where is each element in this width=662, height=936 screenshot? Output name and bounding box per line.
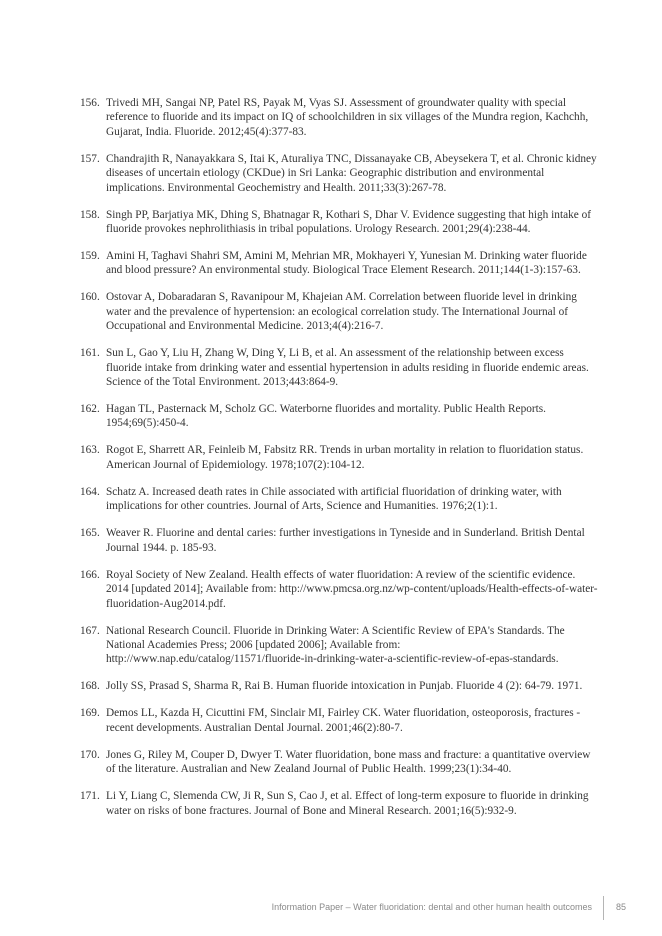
reference-text: Demos LL, Kazda H, Cicuttini FM, Sinclair MI, Fairley CK. Water fluoridation, osteoporosis, fractures - recent developments. Australian Dental Journal. 2001;46(2):80-7. xyxy=(106,707,581,734)
reference-text: Chandrajith R, Nanayakkara S, Itai K, Aturaliya TNC, Dissanayake CB, Abeysekera T, et al. Chronic kidney diseases of uncertain etiology (CKDue) in Sri Lanka: Geographic distribution and environmental implications. Environmental Geochemistry and Health. 2011;33(3):267-78. xyxy=(106,152,597,194)
reference-item xyxy=(80,748,600,777)
reference-number: 171. xyxy=(80,790,100,803)
reference-text: Sun L, Gao Y, Liu H, Zhang W, Ding Y, Li B, et al. An assessment of the relationship between excess fluoride intake from drinking water and essential hypertension in adults residing in fluoride endemic areas. Science of the Total Environment. 2013;443:864-9. xyxy=(106,347,589,389)
reference-item xyxy=(80,624,600,667)
reference-item xyxy=(80,443,600,472)
footer-divider xyxy=(603,896,604,920)
reference-text: Jones G, Riley M, Couper D, Dwyer T. Water fluoridation, bone mass and fracture: a quantitative overview of the literature. Australian and New Zealand Journal of Public Health. 1999;23(1):34-40. xyxy=(106,748,591,776)
reference-item xyxy=(80,526,600,555)
reference-list xyxy=(80,96,600,831)
reference-text: Amini H, Taghavi Shahri SM, Amini M, Mehrian MR, Mokhayeri Y, Yunesian M. Drinking water fluoride and blood pressure? An environmental study. Biological Trace Element Research. 2011;144(1-3):157-63. xyxy=(106,250,587,277)
reference-item xyxy=(80,402,600,431)
reference-item xyxy=(80,249,600,278)
reference-number: 157. xyxy=(80,152,100,165)
reference-text: Schatz A. Increased death rates in Chile associated with artificial fluoridation of drinking water, with implications for other countries. Journal of Arts, Science and Humanities. 1976;2(1):1. xyxy=(106,485,562,513)
reference-text: National Research Council. Fluoride in Drinking Water: A Scientific Review of EPA's Standards. The National Academies Press; 2006 [updated 2006]; Available from: http://www.nap.edu/catalog/11571/fluoride-in-drinking-water-a-scientific-review-of-epas-standards. xyxy=(106,624,565,666)
page-number: 85 xyxy=(615,902,626,912)
footer-title: Information Paper – Water fluoridation: dental and other human health outcomes xyxy=(271,902,592,912)
reference-number: 167. xyxy=(80,624,100,637)
reference-text: Royal Society of New Zealand. Health effects of water fluoridation: A review of the scientific evidence. 2014 [updated 2014]; Available from: http://www.pmcsa.org.nz/wp-content/uploads/Health-effects-of-water-fluoridation-Aug2014.pdf. xyxy=(106,568,598,610)
reference-text: Ostovar A, Dobaradaran S, Ravanipour M, Khajeian AM. Correlation between fluoride level in drinking water and the prevalence of hypertension: an ecological correlation study. The International Journal of Occupational and Environmental Medicine. 2013;4(4):216-7. xyxy=(106,291,577,333)
reference-item xyxy=(80,96,600,139)
reference-number: 165. xyxy=(80,527,100,540)
reference-item xyxy=(80,152,600,195)
reference-number: 168. xyxy=(80,680,100,693)
reference-number: 166. xyxy=(80,568,100,581)
reference-item xyxy=(80,679,600,693)
reference-number: 156. xyxy=(80,97,100,109)
reference-text: Hagan TL, Pasternack M, Scholz GC. Waterborne fluorides and mortality. Public Health Reports. 1954;69(5):450-4. xyxy=(106,403,546,430)
reference-number: 160. xyxy=(80,291,100,304)
reference-item xyxy=(80,208,600,237)
reference-text: Li Y, Liang C, Slemenda CW, Ji R, Sun S, Cao J, et al. Effect of long-term exposure to fluoride in drinking water on risks of bone fractures. Journal of Bone and Mineral Research. 2001;16(5):932-9. xyxy=(106,790,589,817)
reference-text: Jolly SS, Prasad S, Sharma R, Rai B. Human fluoride intoxication in Punjab. Fluoride 4 (2): 64-79. 1971. xyxy=(106,680,583,693)
reference-number: 170. xyxy=(80,748,100,761)
reference-number: 169. xyxy=(80,707,100,720)
reference-number: 158. xyxy=(80,208,100,221)
reference-number: 159. xyxy=(80,250,100,263)
reference-text: Weaver R. Fluorine and dental caries: further investigations in Tyneside and in Sunderland. British Dental Journal 1944. p. 185-93. xyxy=(106,527,585,554)
reference-text: Rogot E, Sharrett AR, Feinleib M, Fabsitz RR. Trends in urban mortality in relation to fluoridation status. American Journal of Epidemiology. 1978;107(2):104-12. xyxy=(106,444,584,471)
reference-item xyxy=(80,290,600,333)
reference-item xyxy=(80,706,600,735)
reference-item xyxy=(80,346,600,389)
reference-item xyxy=(80,789,600,818)
reference-text: Trivedi MH, Sangai NP, Patel RS, Payak M, Vyas SJ. Assessment of groundwater quality with special reference to fluoride and its impact on IQ of schoolchildren in six villages of the Mundra region, Kachchh, Gujarat, India. Fluoride. 2012;45(4):377-83. xyxy=(106,97,589,138)
reference-item xyxy=(80,485,600,514)
reference-number: 163. xyxy=(80,444,100,457)
reference-number: 162. xyxy=(80,403,100,416)
reference-text: Singh PP, Barjatiya MK, Dhing S, Bhatnagar R, Kothari S, Dhar V. Evidence suggesting that high intake of fluoride provokes nephrolithiasis in tribal populations. Urology Research. 2001;29(4):238-44. xyxy=(106,208,591,236)
reference-number: 164. xyxy=(80,485,100,498)
reference-item xyxy=(80,568,600,611)
reference-number: 161. xyxy=(80,347,100,360)
